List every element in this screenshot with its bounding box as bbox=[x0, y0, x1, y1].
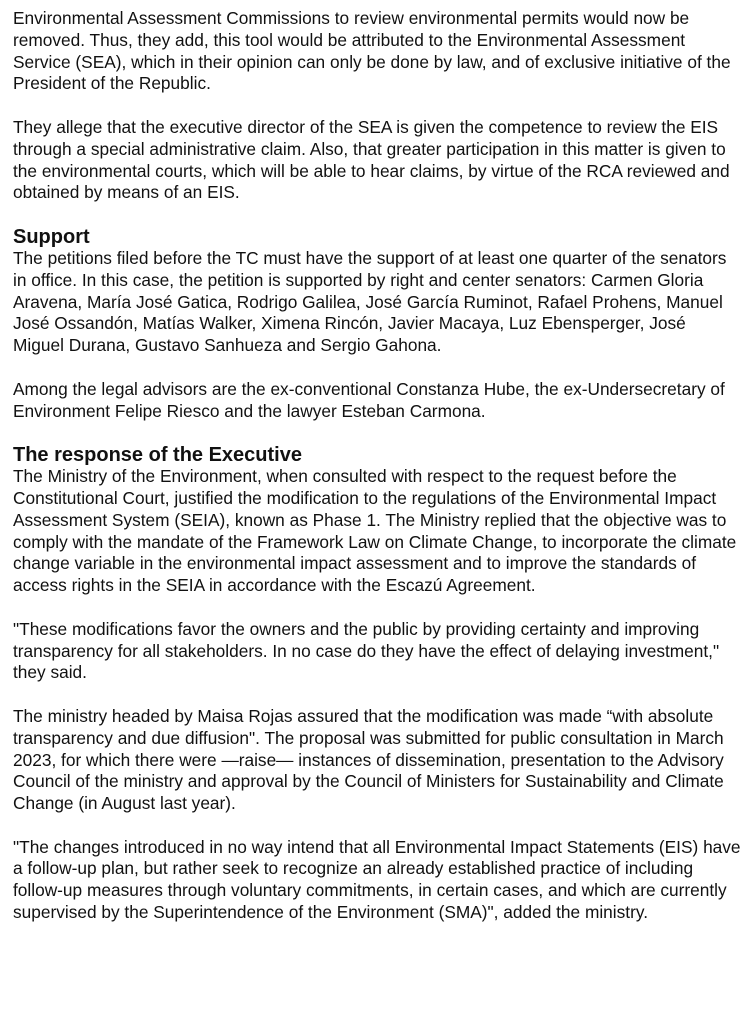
paragraph-ministry-justification: The Ministry of the Environment, when consulted with respect to the request before the Constitutional Court, justified the modification to the regulations of the Environmental Impact Assessment System (SEIA), known as Phase 1. The Ministry replied that the objective was to comply with the mandate of the Framework Law on Climate Change, to incorporate the climate change variable in the environmental impact assessment and to improve the standards of access rights in the SEIA in accordance with the Escazú Agreement. bbox=[13, 466, 737, 596]
article-body bbox=[13, 8, 741, 946]
paragraph-quote-modifications: "These modifications favor the owners and the public by providing certainty and improving transparency for all stakeholders. In no case do they have the effect of delaying investment," they said. bbox=[13, 618, 720, 683]
paragraph-sea-attribution: Environmental Assessment Commissions to review environmental permits would now be removed. Thus, they add, this tool would be attributed to the Environmental Assessment Service (SEA), which in their opinion can only be done by law, and of exclusive initiative of the President of the Republic. bbox=[13, 8, 731, 94]
paragraph-quote-changes: "The changes introduced in no way intend that all Environmental Impact Statements (EIS) have a follow-up plan, but rather seek to recognize an already established practice of including follow-up measures through voluntary commitments, in certain cases, and which are currently supervised by the Superintendence of the Environment (SMA)", added the ministry. bbox=[13, 836, 741, 923]
paragraph-executive-director: They allege that the executive director of the SEA is given the competence to review the EIS through a special administrative claim. Also, that greater participation in this matter is given to the environmental courts, which will be able to hear claims, by virtue of the RCA reviewed and obtained by means of an EIS. bbox=[13, 116, 730, 203]
paragraph-senators: The petitions filed before the TC must have the support of at least one quarter of the senators in office. In this case, the petition is supported by right and center senators: Carmen Gloria Aravena, María José Gatica, Rodrigo Galilea, José García Ruminot, Rafael Prohens, Manuel José Ossandón, Matías Walker, Ximena Rincón, Javier Macaya, Luz Ebensperger, José Miguel Durana, Gustavo Sanhueza and Sergio Gahona. bbox=[13, 247, 727, 356]
response-heading: The response of the Executive bbox=[13, 444, 302, 467]
paragraph-transparency: The ministry headed by Maisa Rojas assured that the modification was made “with absolute transparency and due diffusion". The proposal was submitted for public consultation in March 2023, for which there were —raise— instances of dissemination, presentation to the Advisory Council of the ministry and approval by the Council of Ministers for Sustainability and Climate Change (in August last year). bbox=[13, 705, 724, 814]
paragraph-legal-advisors: Among the legal advisors are the ex-conventional Constanza Hube, the ex-Undersecretary of Environment Felipe Riesco and the lawyer Esteban Carmona. bbox=[13, 378, 725, 421]
support-heading: Support bbox=[13, 225, 90, 248]
